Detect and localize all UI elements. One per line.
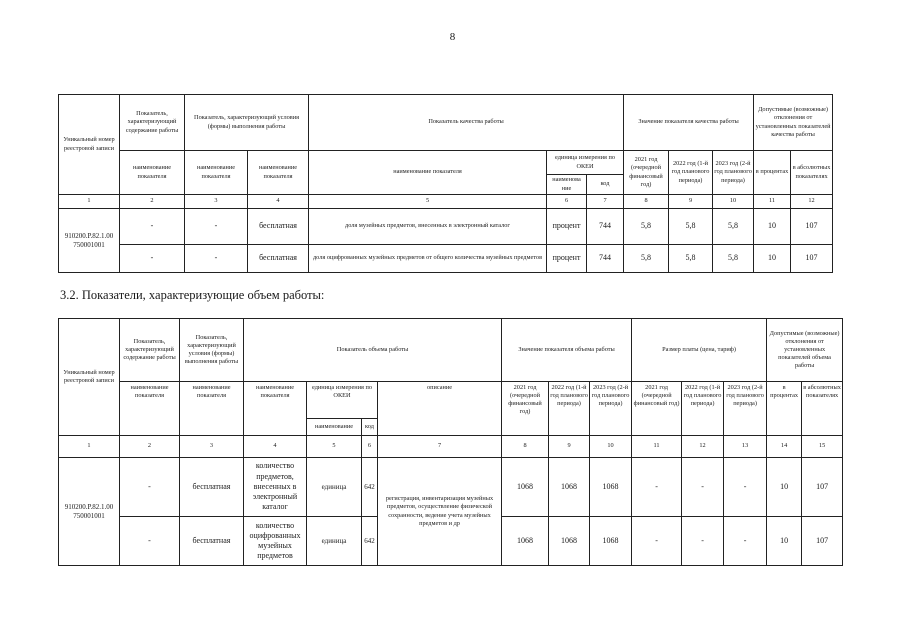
header-okei: единица измерения по ОКЕИ	[307, 382, 378, 419]
row-description: регистрация, инвентаризация музейных предметов, осуществление физической сохранности, ведение учета музейных предметов и др	[378, 458, 502, 566]
header-indicator-name: наименование показателя	[244, 382, 307, 436]
row-value-2022: 1068	[549, 458, 590, 517]
header-year-2023: 2023 год (2-й год планового периода)	[713, 151, 754, 195]
header-indicator-name: наименование показателя	[248, 151, 309, 195]
column-number: 1	[59, 195, 120, 209]
row-code: 642	[362, 517, 378, 566]
column-number: 10	[713, 195, 754, 209]
row-value-2021: 5,8	[624, 245, 669, 273]
header-content: Показатель, характеризующий содержание работы	[120, 319, 180, 382]
header-percent: в процентах	[767, 382, 802, 436]
row-percent: 10	[754, 245, 791, 273]
column-number: 8	[624, 195, 669, 209]
header-okei-code: код	[362, 419, 378, 436]
column-number: 9	[549, 436, 590, 458]
row-unit: единица	[307, 458, 362, 517]
column-number: 15	[802, 436, 843, 458]
column-number: 6	[362, 436, 378, 458]
header-year-2021: 2021 год (очередной финансовый год)	[502, 382, 549, 436]
row-absolute: 107	[802, 458, 843, 517]
header-year-2021: 2021 год (очередной финансовый год)	[624, 151, 669, 195]
header-description: описание	[378, 382, 502, 436]
header-year-2022: 2022 год (1-й год планового периода)	[669, 151, 713, 195]
header-registry: Уникальный номер реестровой записи	[59, 95, 120, 195]
row-condition-2: бесплатная	[248, 209, 309, 245]
row-percent: 10	[767, 517, 802, 566]
header-volume-values: Значение показателя объема работы	[502, 319, 632, 382]
row-fee-2023: -	[724, 458, 767, 517]
header-conditions: Показатель, характеризующий условия (формы) выполнения работы	[185, 95, 309, 151]
column-number: 14	[767, 436, 802, 458]
header-year-2023: 2023 год (2-й год планового периода)	[590, 382, 632, 436]
row-indicator: количество предметов, внесенных в электронный каталог	[244, 458, 307, 517]
row-value-2021: 5,8	[624, 209, 669, 245]
header-indicator-name: наименование показателя	[180, 382, 244, 436]
row-percent: 10	[754, 209, 791, 245]
row-value-2022: 5,8	[669, 245, 713, 273]
header-indicator-name: наименование показателя	[120, 151, 185, 195]
column-number: 3	[185, 195, 248, 209]
row-absolute: 107	[791, 245, 833, 273]
section-heading: 3.2. Показатели, характеризующие объем работы:	[60, 288, 325, 302]
header-volume: Показатель объема работы	[244, 319, 502, 382]
row-absolute: 107	[802, 517, 843, 566]
row-code: 744	[587, 245, 624, 273]
header-quality: Показатель качества работы	[309, 95, 624, 151]
column-number: 4	[244, 436, 307, 458]
header-absolute: в абсолютных показателях	[802, 382, 843, 436]
row-condition-1: -	[185, 245, 248, 273]
row-absolute: 107	[791, 209, 833, 245]
row-value-2022: 5,8	[669, 209, 713, 245]
registry-number: 910200.Р.82.1.00 750001001	[59, 458, 120, 566]
column-number: 11	[632, 436, 682, 458]
column-number: 4	[248, 195, 309, 209]
row-fee-2021: -	[632, 458, 682, 517]
row-content: -	[120, 209, 185, 245]
row-indicator: доля музейных предметов, внесенных в электронный каталог	[309, 209, 547, 245]
page-number: 8	[449, 31, 456, 43]
header-absolute: в абсолютных показателях	[791, 151, 833, 195]
row-condition-2: бесплатная	[248, 245, 309, 273]
row-value-2021: 1068	[502, 517, 549, 566]
row-condition: бесплатная	[180, 517, 244, 566]
header-okei-name: наименова ние	[547, 175, 587, 195]
header-okei: единица измерения по ОКЕИ	[547, 151, 624, 175]
header-conditions: Показатель, характеризующий условия (формы) выполнения работы	[180, 319, 244, 382]
row-unit: единица	[307, 517, 362, 566]
row-fee-2022: -	[682, 517, 724, 566]
row-condition-1: -	[185, 209, 248, 245]
row-value-2023: 5,8	[713, 245, 754, 273]
header-quality-values: Значение показателя качества работы	[624, 95, 754, 151]
header-percent: в процентах	[754, 151, 791, 195]
row-code: 744	[587, 209, 624, 245]
header-indicator-name: наименование показателя	[309, 151, 547, 195]
header-content: Показатель, характеризующий содержание работы	[120, 95, 185, 151]
row-indicator: доля оцифрованных музейных предметов от общего количества музейных предметов	[309, 245, 547, 273]
column-number: 2	[120, 436, 180, 458]
header-fee-year-2023: 2023 год (2-й год планового периода)	[724, 382, 767, 436]
row-fee-2022: -	[682, 458, 724, 517]
header-fee-year-2021: 2021 год (очередной финансовый год)	[632, 382, 682, 436]
column-number: 11	[754, 195, 791, 209]
row-unit: процент	[547, 245, 587, 273]
row-code: 642	[362, 458, 378, 517]
row-indicator: количество оцифрованных музейных предметов	[244, 517, 307, 566]
quality-indicators-table	[58, 94, 833, 273]
column-number: 6	[547, 195, 587, 209]
column-number: 13	[724, 436, 767, 458]
header-okei-name: наименование	[307, 419, 362, 436]
column-number: 3	[180, 436, 244, 458]
row-fee-2021: -	[632, 517, 682, 566]
row-unit: процент	[547, 209, 587, 245]
row-value-2021: 1068	[502, 458, 549, 517]
row-value-2023: 5,8	[713, 209, 754, 245]
row-fee-2023: -	[724, 517, 767, 566]
row-content: -	[120, 458, 180, 517]
column-number: 7	[378, 436, 502, 458]
row-content: -	[120, 517, 180, 566]
volume-indicators-table	[58, 318, 843, 566]
header-year-2022: 2022 год (1-й год планового периода)	[549, 382, 590, 436]
header-deviations: Допустимые (возможные) отклонения от установленных показателей объема работы	[767, 319, 843, 382]
header-indicator-name: наименование показателя	[185, 151, 248, 195]
column-number: 9	[669, 195, 713, 209]
column-number: 7	[587, 195, 624, 209]
registry-number: 910200.Р.82.1.00 750001001	[59, 209, 120, 273]
row-value-2023: 1068	[590, 517, 632, 566]
column-number: 10	[590, 436, 632, 458]
header-deviations: Допустимые (возможные) отклонения от установленных показателей качества работы	[754, 95, 833, 151]
column-number: 8	[502, 436, 549, 458]
column-number: 12	[791, 195, 833, 209]
header-okei-code: код	[587, 175, 624, 195]
column-number: 5	[307, 436, 362, 458]
header-indicator-name: наименование показателя	[120, 382, 180, 436]
row-value-2023: 1068	[590, 458, 632, 517]
column-number: 12	[682, 436, 724, 458]
row-value-2022: 1068	[549, 517, 590, 566]
header-fee-year-2022: 2022 год (1-й год планового периода)	[682, 382, 724, 436]
header-registry: Уникальный номер реестровой записи	[59, 319, 120, 436]
column-number: 1	[59, 436, 120, 458]
column-number: 5	[309, 195, 547, 209]
column-number: 2	[120, 195, 185, 209]
row-condition: бесплатная	[180, 458, 244, 517]
header-fee: Размер платы (цена, тариф)	[632, 319, 767, 382]
row-percent: 10	[767, 458, 802, 517]
row-content: -	[120, 245, 185, 273]
